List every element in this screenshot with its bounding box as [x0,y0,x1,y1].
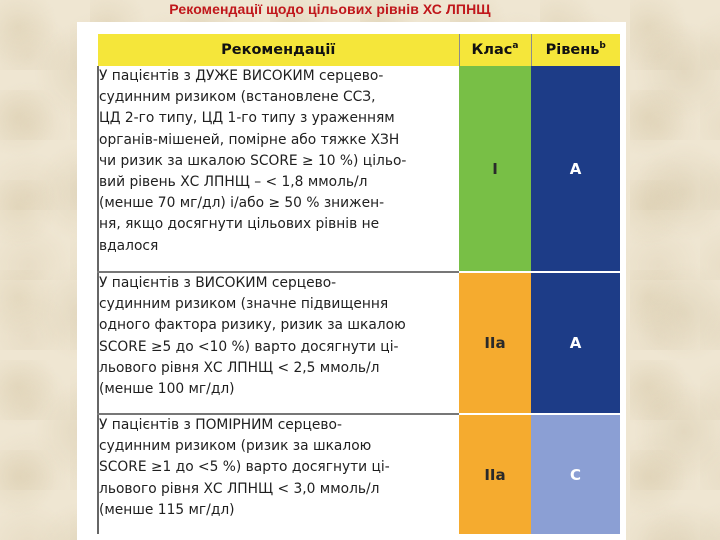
text-line: судинним ризиком (ризик за шкалою [99,438,372,455]
table-row [98,272,620,414]
header-class-label: Клас [471,42,513,58]
level-badge: A [531,66,620,272]
header-recommendations-label: Рекомендації [221,42,336,58]
text-line: льового рівня ХС ЛПНЩ < 2,5 ммоль/л [99,359,380,376]
text-line: ня, якщо досягнути цільових рівнів не [99,216,380,233]
header-level [531,34,620,66]
text-line: (менше 70 мг/дл) і/або ≥ 50 % знижен- [99,195,385,212]
class-badge: IIa [459,414,531,534]
text-line: вий рівень ХС ЛПНЩ – < 1,8 ммоль/л [99,174,368,191]
page-title: Рекомендації щодо цільових рівнів ХС ЛПНЩ [169,1,491,17]
header-level-label: Рівень [545,42,600,58]
text-line: (менше 115 мг/дл) [99,501,235,518]
recommendation-text [98,414,459,534]
text-line: чи ризик за шкалою SCORE ≥ 10 %) цільо- [99,152,407,169]
text-line: льового рівня ХС ЛПНЩ < 3,0 ммоль/л [99,480,380,497]
text-line: (менше 100 мг/дл) [99,381,235,398]
class-badge: I [459,66,531,272]
text-line: У пацієнтів з ПОМІРНИМ серцево- [99,417,342,433]
text-line: SCORE ≥5 до <10 %) варто досягнути ці- [99,338,399,355]
table-row [98,66,620,272]
text-line: ЦД 2-го типу, ЦД 1-го типу з ураженням [99,110,395,127]
recommendations-table [97,34,620,534]
text-line: органів-мішеней, помірне або тяжке ХЗН [99,131,400,148]
level-badge: A [531,272,620,414]
header-recommendations [98,34,459,66]
class-badge: IIa [459,272,531,414]
recommendation-text [98,66,459,272]
header-level-footnote: b [599,41,606,52]
text-line: У пацієнтів з ВИСОКИМ серцево- [99,275,337,291]
recommendation-text [98,272,459,414]
text-line: одного фактора ризику, ризик за шкалою [99,317,406,334]
text-line: судинним ризиком (значне підвищення [99,296,389,313]
header-class-footnote: a [512,41,519,52]
table-header-row [98,34,620,66]
text-line: У пацієнтів з ДУЖЕ ВИСОКИМ серцево- [99,68,384,84]
text-line: судинним ризиком (встановлене ССЗ, [99,89,376,106]
header-class [459,34,531,66]
text-line: вдалося [99,237,159,254]
text-line: SCORE ≥1 до <5 %) варто досягнути ці- [99,459,390,476]
level-badge: C [531,414,620,534]
table-row [98,414,620,534]
